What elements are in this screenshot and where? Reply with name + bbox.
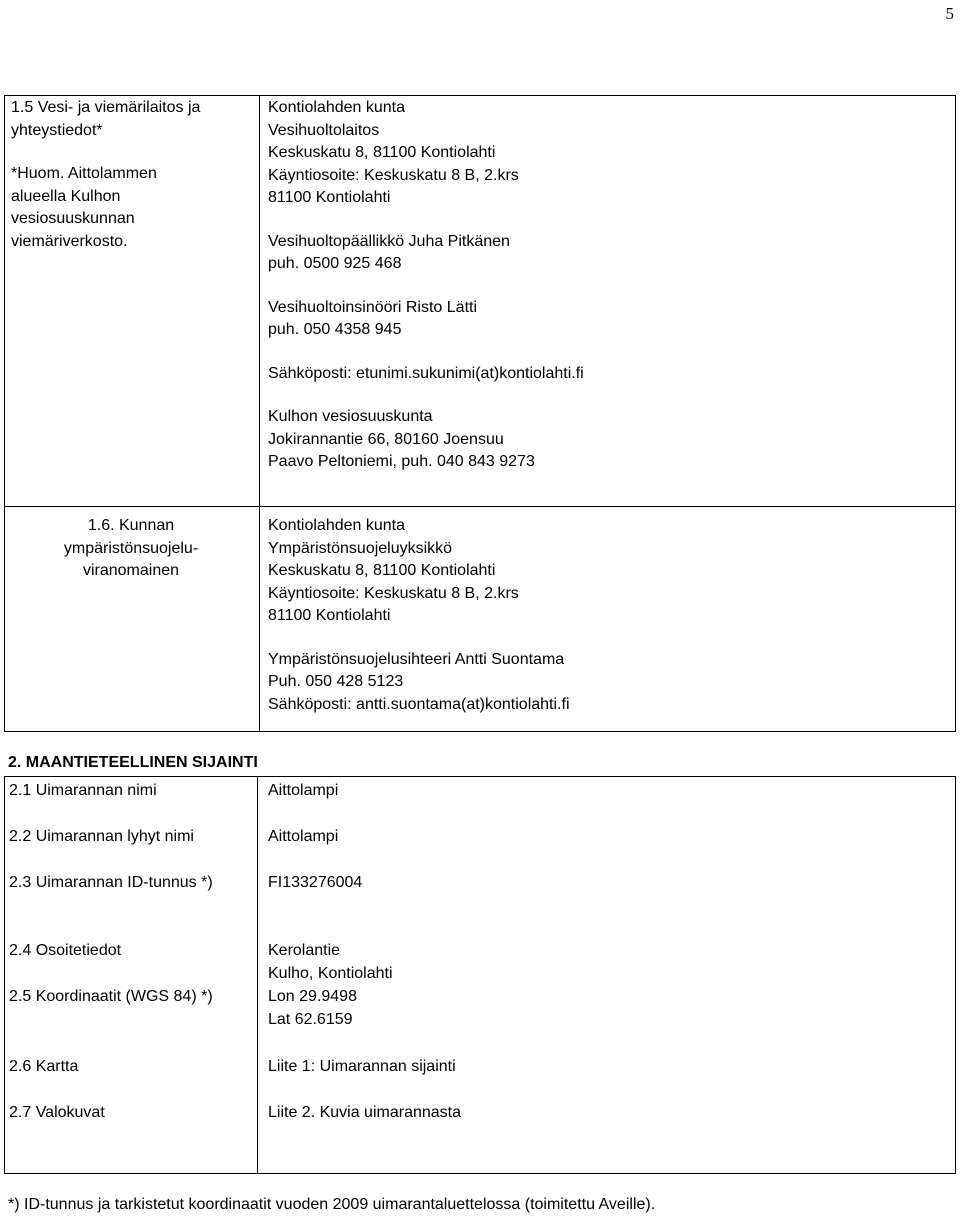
value-line: Aittolampi [268, 782, 339, 799]
contact-line: Sähköposti: etunimi.sukunimi(at)kontiolahti.fi [268, 364, 584, 382]
row-label: 2.6 Kartta [9, 1058, 79, 1075]
spacer [268, 385, 948, 406]
contact-line: Vesihuoltoinsinööri Risto Lätti [268, 298, 478, 316]
contact-line: Käyntiosoite: Keskuskatu 8 B, 2.krs [268, 166, 519, 184]
value-line: Aittolampi [268, 828, 339, 845]
contact-line: puh. 050 4358 945 [268, 321, 402, 338]
water-utility-label [11, 97, 255, 253]
row-value [268, 872, 948, 895]
environment-authority-contacts [268, 515, 948, 716]
row-value [268, 1102, 948, 1125]
spacer [268, 342, 948, 363]
contact-line: Keskuskatu 8, 81100 Kontiolahti [268, 562, 496, 579]
row-value [268, 826, 948, 849]
contact-line: Kontiolahden kunta [268, 99, 405, 116]
contact-line: Puh. 050 428 5123 [268, 673, 404, 690]
value-line: Liite 2. Kuvia uimarannasta [268, 1104, 461, 1121]
contact-line: Vesihuoltopäällikkö Juha Pitkänen [268, 232, 510, 250]
contact-line: Keskuskatu 8, 81100 Kontiolahti [268, 144, 496, 161]
contact-line: Paavo Peltoniemi, puh. 040 843 9273 [268, 453, 535, 470]
row-label: 2.4 Osoitetiedot [9, 942, 122, 959]
spacer [11, 142, 255, 163]
contact-line: Kulhon vesiosuuskunta [268, 408, 433, 425]
contact-line: Käyntiosoite: Keskuskatu 8 B, 2.krs [268, 584, 519, 602]
contact-line: Sähköposti: antti.suontama(at)kontiolahti.fi [268, 695, 570, 713]
value-line: Lon 29.9498 [268, 988, 357, 1005]
spacer [268, 628, 948, 649]
location-table [4, 776, 956, 1174]
row-value [268, 940, 948, 985]
value-line: Kulho, Kontiolahti [268, 964, 393, 982]
label-line: 1.6. Kunnan [87, 517, 175, 534]
water-utility-contacts [268, 97, 948, 474]
label-line: ympäristönsuojelu- [63, 539, 199, 557]
label-line: 1.5 Vesi- ja viemärilaitos ja [11, 99, 201, 116]
label-line: yhteystiedot* [11, 121, 103, 139]
row-label: 2.1 Uimarannan nimi [9, 782, 157, 799]
environment-authority-label [11, 515, 251, 583]
spacer [268, 276, 948, 297]
value-line: Kerolantie [268, 942, 341, 959]
row-label: 2.5 Koordinaatit (WGS 84) *) [9, 988, 213, 1005]
contact-line: Ympäristönsuojelusihteeri Antti Suontama [268, 650, 565, 668]
row-value [268, 986, 948, 1031]
column-divider [257, 777, 258, 1173]
value-line: Liite 1: Uimarannan sijainti [268, 1058, 456, 1075]
label-line: viranomainen [82, 562, 180, 579]
section-heading: 2. MAANTIETEELLINEN SIJAINTI [8, 754, 258, 771]
label-line: viemäriverkosto. [11, 232, 128, 250]
contact-line: Vesihuoltolaitos [268, 121, 380, 139]
row-label: 2.2 Uimarannan lyhyt nimi [9, 828, 194, 845]
contact-line: puh. 0500 925 468 [268, 255, 402, 272]
footnote: *) ID-tunnus ja tarkistetut koordinaatit vuoden 2009 uimarantaluettelossa (toimitettu Aveille). [8, 1196, 656, 1213]
contact-line: 81100 Kontiolahti [268, 189, 391, 206]
label-line: vesiosuuskunnan [11, 210, 135, 227]
column-divider [259, 96, 260, 506]
label-line: *Huom. Aittolammen [11, 165, 157, 182]
row-value [268, 780, 948, 803]
contact-line: Kontiolahden kunta [268, 517, 405, 534]
row-value [268, 1056, 948, 1079]
row-label: 2.7 Valokuvat [9, 1104, 105, 1121]
environment-authority-row [5, 506, 955, 732]
value-line: Lat 62.6159 [268, 1010, 353, 1028]
value-line: FI133276004 [268, 874, 363, 891]
page-number: 5 [945, 4, 954, 23]
contact-table [4, 95, 956, 732]
spacer [268, 210, 948, 231]
column-divider [259, 507, 260, 732]
label-line: alueella Kulhon [11, 187, 121, 205]
contact-line: Jokirannantie 66, 80160 Joensuu [268, 430, 504, 448]
row-label: 2.3 Uimarannan ID-tunnus *) [9, 874, 213, 891]
contact-line: 81100 Kontiolahti [268, 607, 391, 624]
contact-line: Ympäristönsuojeluyksikkö [268, 539, 453, 557]
water-utility-row [5, 96, 955, 506]
